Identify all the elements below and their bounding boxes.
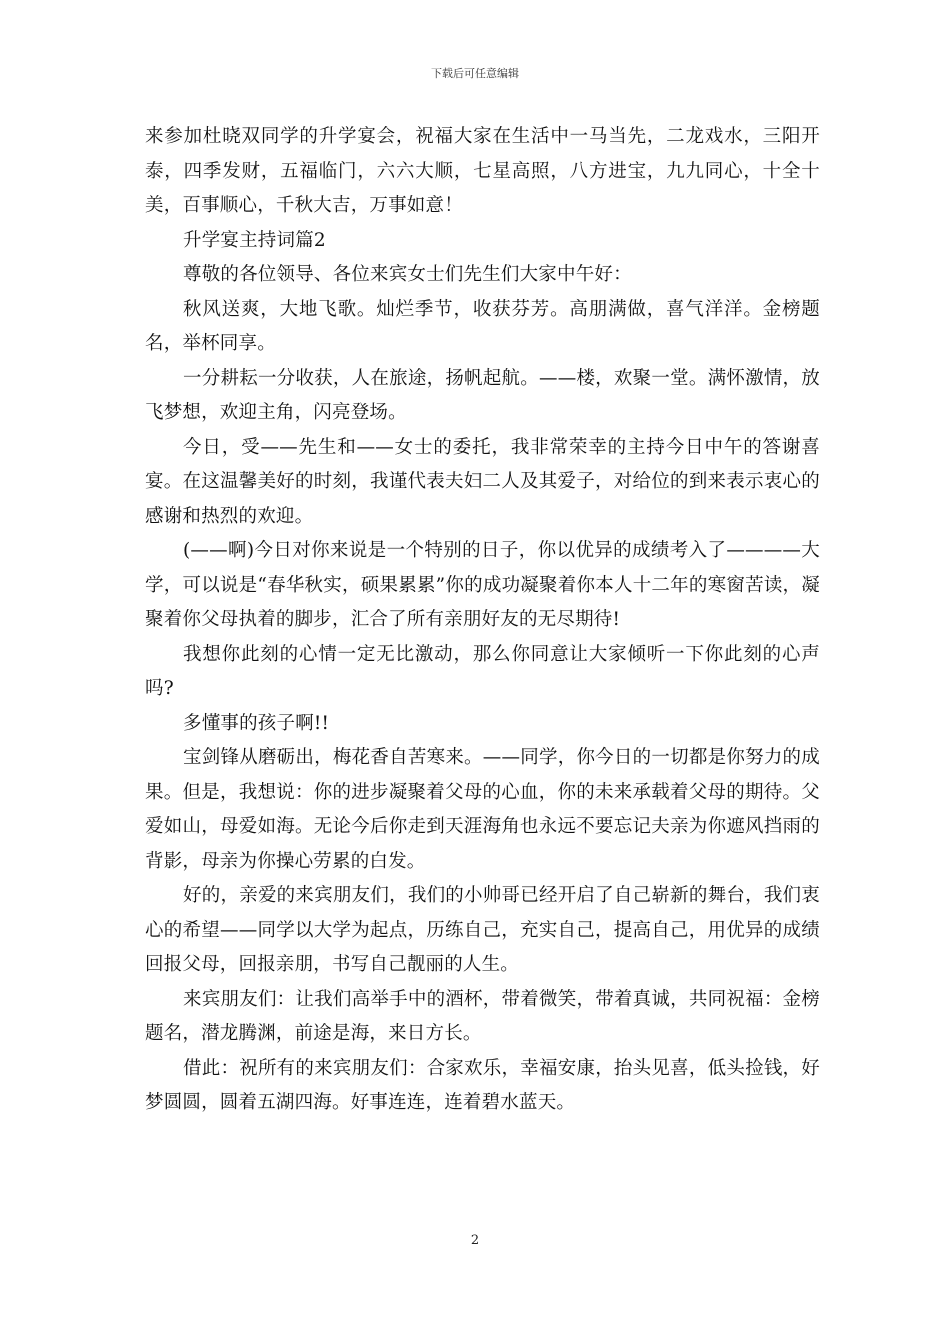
page-number: 2 <box>470 1233 480 1248</box>
paragraph: 来参加杜晓双同学的升学宴会，祝福大家在生活中一马当先，二龙戏水，三阳开泰，四季发财，五福临门，六六大顺，七星高照，八方进宝，九九同心，十全十美，百事顺心，千秋大吉，万事如意！ <box>145 126 820 216</box>
section-heading: 升学宴主持词篇2 <box>183 229 326 251</box>
paragraph: 一分耕耘一分收获，人在旅途，扬帆起航。——楼，欢聚一堂。满怀激情，放飞梦想，欢迎主角，闪亮登场。 <box>145 367 820 423</box>
paragraph: 好的，亲爱的来宾朋友们，我们的小帅哥已经开启了自己崭新的舞台，我们衷心的希望——同学以大学为起点，历练自己，充实自己，提高自己，用优异的成绩回报父母，回报亲朋，书写自己靓丽的人生。 <box>145 885 820 975</box>
page-header: 下载后可任意编辑 <box>431 67 519 80</box>
document-body <box>145 120 820 1121</box>
paragraph: 来宾朋友们：让我们高举手中的酒杯，带着微笑，带着真诚，共同祝福：金榜题名，潜龙腾渊，前途是海，来日方长。 <box>145 988 820 1044</box>
paragraph: (——啊)今日对你来说是一个特别的日子，你以优异的成绩考入了————大学，可以说是“春华秋实，硕果累累”你的成功凝聚着你本人十二年的寒窗苦读，凝聚着你父母执着的脚步，汇合了所有亲朋好友的无尽期待! <box>145 540 820 630</box>
paragraph: 尊敬的各位领导、各位来宾女士们先生们大家中午好： <box>183 264 632 285</box>
paragraph: 宝剑锋从磨砺出，梅花香自苦寒来。——同学，你今日的一切都是你努力的成果。但是，我想说：你的进步凝聚着父母的心血，你的未来承载着父母的期待。父爱如山，母爱如海。无论今后你走到天涯海角也永远不要忘记夫亲为你遮风挡雨的背影，母亲为你操心劳累的白发。 <box>145 747 820 872</box>
paragraph: 借此：祝所有的来宾朋友们：合家欢乐，幸福安康，抬头见喜，低头捡钱，好梦圆圆，圆着五湖四海。好事连连，连着碧水蓝天。 <box>145 1057 820 1113</box>
paragraph: 多懂事的孩子啊!! <box>183 712 330 734</box>
paragraph: 我想你此刻的心情一定无比激动，那么你同意让大家倾听一下你此刻的心声吗? <box>145 643 820 699</box>
paragraph: 秋风送爽，大地飞歌。灿烂季节，收获芬芳。高朋满做，喜气洋洋。金榜题名，举杯同享。 <box>145 298 820 354</box>
paragraph: 今日，受——先生和——女士的委托，我非常荣幸的主持今日中午的答谢喜宴。在这温馨美好的时刻，我谨代表夫妇二人及其爱子，对给位的到来表示衷心的感谢和热烈的欢迎。 <box>145 436 820 527</box>
